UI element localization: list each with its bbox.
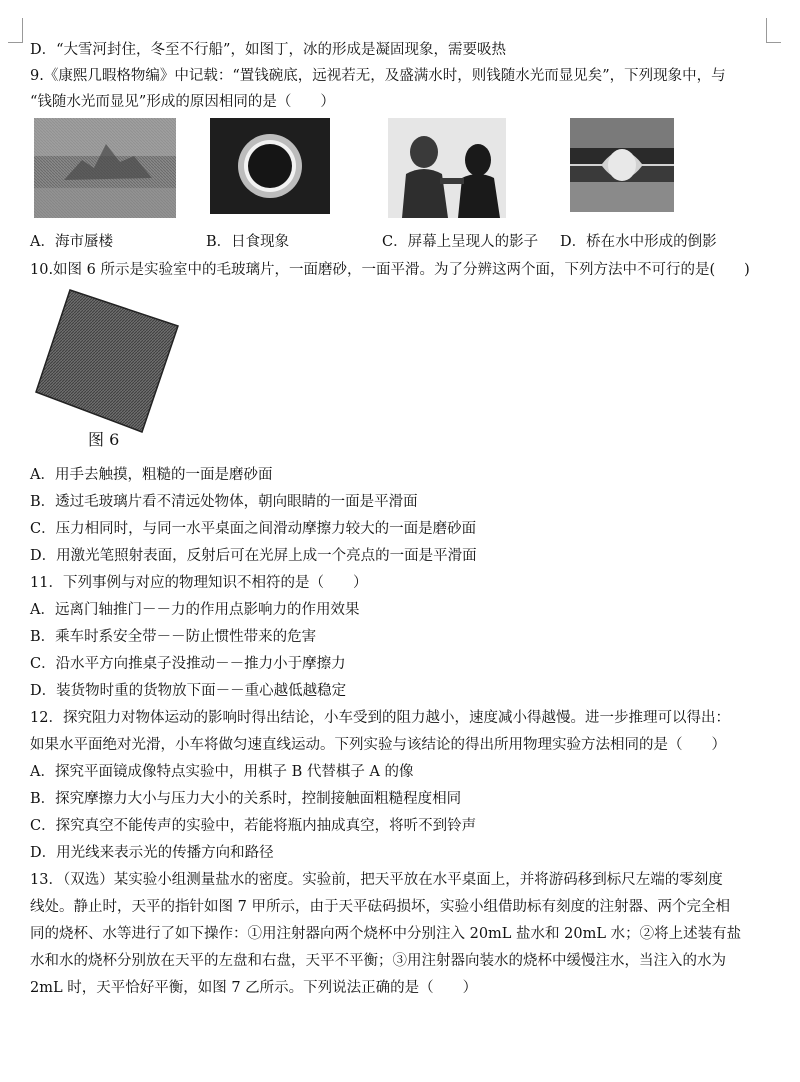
q10-option-b: B．透过毛玻璃片看不清远处物体，朝向眼睛的一面是平滑面 bbox=[30, 494, 418, 510]
q13-stem-line-4: 水和水的烧杯分别放在天平的左盘和右盘，天平不平衡；③用注射器向装水的烧杯中缓慢注水，当注入的水为 bbox=[30, 953, 726, 969]
q11-option-a: A．远离门轴推门－－力的作用点影响力的作用效果 bbox=[30, 602, 360, 618]
q13-stem-line-1: 13．（双选）某实验小组测量盐水的密度。实验前，把天平放在水平桌面上，并将游码移到标尺左端的零刻度 bbox=[30, 872, 723, 888]
q8-option-d: D．“大雪河封住，冬至不行船”，如图丁，冰的形成是凝固现象，需要吸热 bbox=[30, 42, 506, 58]
q10-option-a: A．用手去触摸，粗糙的一面是磨砂面 bbox=[30, 467, 273, 483]
question-11 bbox=[30, 573, 775, 701]
q11-option-d: D．装货物时重的货物放下面－－重心越低越稳定 bbox=[30, 683, 347, 699]
q11-option-c: C．沿水平方向推桌子没推动－－推力小于摩擦力 bbox=[30, 656, 346, 672]
q9-option-a: A．海市蜃楼 bbox=[30, 234, 113, 250]
bridge-reflection-photo bbox=[570, 118, 674, 212]
question-13 bbox=[30, 870, 775, 998]
document-page bbox=[30, 40, 775, 1005]
mirage-photo bbox=[34, 118, 176, 218]
q12-stem-line-2: 如果水平面绝对光滑，小车将做匀速直线运动。下列实验与该结论的得出所用物理实验方法相同的是（ ） bbox=[30, 737, 726, 753]
q10-option-d: D．用激光笔照射表面，反射后可在光屏上成一个亮点的一面是平滑面 bbox=[30, 548, 477, 564]
solar-eclipse-photo bbox=[210, 118, 330, 214]
q12-option-a: A．探究平面镜成像特点实验中，用棋子 B 代替棋子 A 的像 bbox=[30, 764, 414, 780]
q9-image-row bbox=[30, 118, 775, 228]
q13-stem-line-2: 线处。静止时，天平的指针如图 7 甲所示，由于天平砝码损坏，实验小组借助标有刻度的注射器、两个完全相 bbox=[30, 899, 730, 915]
figure-6 bbox=[30, 282, 775, 457]
q9-options bbox=[30, 232, 775, 254]
q9-option-b: B．日食现象 bbox=[206, 234, 290, 250]
q12-option-c: C．探究真空不能传声的实验中，若能将瓶内抽成真空，将听不到铃声 bbox=[30, 818, 477, 834]
q13-stem-line-5: 2mL 时，天平恰好平衡，如图 7 乙所示。下列说法正确的是（ ） bbox=[30, 980, 478, 996]
q11-stem: 11．下列事例与对应的物理知识不相符的是（ ） bbox=[30, 575, 368, 591]
question-9 bbox=[30, 66, 775, 112]
q9-option-d: D．桥在水中形成的倒影 bbox=[560, 234, 717, 250]
figure-6-caption: 图 6 bbox=[88, 430, 120, 449]
shadow-on-screen-photo bbox=[388, 118, 506, 218]
page-corner-mark-left bbox=[8, 18, 23, 43]
q12-stem-line-1: 12．探究阻力对物体运动的影响时得出结论，小车受到的阻力越小，速度减小得越慢。进一步推理可以得出： bbox=[30, 710, 730, 726]
q10-option-c: C．压力相同时，与同一水平桌面之间滑动摩擦力较大的一面是磨砂面 bbox=[30, 521, 477, 537]
q11-option-b: B．乘车时系安全带－－防止惯性带来的危害 bbox=[30, 629, 317, 645]
q10-stem: 10.如图 6 所示是实验室中的毛玻璃片，一面磨砂，一面平滑。为了分辨这两个面，下列方法中不可行的是( ) bbox=[30, 262, 750, 278]
q9-stem-line-1: 9.《康熙几暇格物编》中记载：“置钱碗底，远视若无，及盛满水时，则钱随水光而显见矣”，下列现象中，与 bbox=[30, 68, 726, 84]
q12-option-d: D．用光线来表示光的传播方向和路径 bbox=[30, 845, 274, 861]
q9-stem-line-2: “钱随水光而显见”形成的原因相同的是（ ） bbox=[30, 94, 335, 110]
q12-option-b: B．探究摩擦力大小与压力大小的关系时，控制接触面粗糙程度相同 bbox=[30, 791, 462, 807]
q10-options bbox=[30, 465, 775, 566]
q13-stem-line-3: 同的烧杯、水等进行了如下操作：①用注射器向两个烧杯中分别注入 20mL 盐水和 20mL 水；②将上述装有盐 bbox=[30, 926, 742, 942]
question-12 bbox=[30, 708, 775, 863]
q9-option-c: C．屏幕上呈现人的影子 bbox=[382, 234, 539, 250]
